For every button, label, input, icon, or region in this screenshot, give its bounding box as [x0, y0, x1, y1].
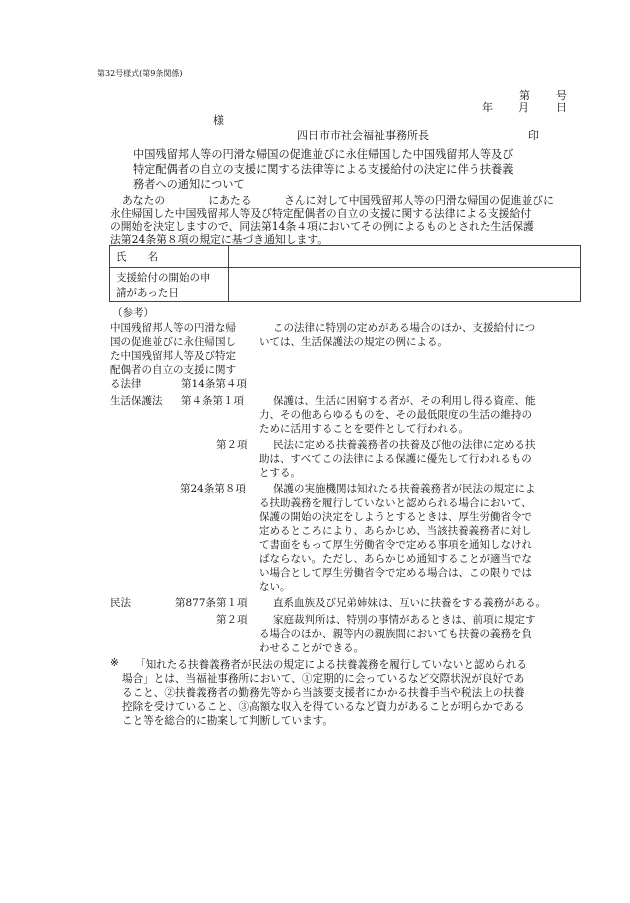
law2-item3-line-6: ばならない。ただし、あらかじめ通知することが適当でな [259, 553, 532, 565]
law2-item3-line-3: 保護の開始の決定をしようとするときは、厚生労働省令で [259, 511, 532, 523]
date-month-label: 月 [518, 101, 529, 114]
law2-item2-line-3: とする。 [259, 467, 301, 479]
law2-item3-line-1: 保護の実施機関は知れたる扶養義務者が民法の規定によ [273, 483, 536, 495]
application-date-label [110, 268, 229, 302]
law2-item3-line-4: 定めるところにより、あらかじめ、当該扶養義務者に対し [259, 525, 532, 537]
application-date-label-line-1: 支援給付の開始の申 [116, 271, 211, 284]
date-day-label: 日 [556, 101, 567, 114]
law1-name-last: る法律 [110, 378, 142, 390]
law3-name: 民法 [110, 597, 131, 609]
law2-item1-line-2: 力、その他あらゆるものを、その最低限度の生活の維持の [259, 409, 532, 421]
law1-article: 第14条第４項 [181, 378, 247, 390]
law3-article-1: 第877条第１項 [175, 597, 248, 609]
law2-article-1: 第４条第１項 [181, 395, 244, 407]
application-date-label-line-2: 請があった日 [116, 286, 179, 299]
law1-text-line-2: いては、生活保護法の規定の例による。 [259, 336, 448, 348]
law1-name-line-4: 配偶者の自立の支援に関す [110, 364, 236, 376]
law2-item2-line-2: 助は、すべてこの法律による保護に優先して行われるもの [259, 453, 532, 465]
law2-item1-line-1: 保護は、生活に困窮する者が、その利用し得る資産、能 [273, 395, 536, 407]
note-line-4: 控除を受けていること、③高額な収入を得ているなど資力があることが明らかである [122, 701, 525, 713]
law2-name: 生活保護法 [110, 395, 163, 407]
law3-article-2: 第２項 [216, 614, 248, 626]
name-label: 氏 名 [110, 246, 229, 268]
law2-article-3: 第24条第８項 [180, 483, 246, 495]
body-line-3: の開始を決定しますので、同法第14条４項においてその例によるものとされた生活保護 [110, 220, 534, 233]
addressee-suffix: 様 [213, 114, 224, 127]
law3-item2-line-2: る場合のほか、親等内の親族間においても扶養の義務を負 [259, 628, 532, 640]
title-line-3: 務者への通知について [133, 178, 245, 191]
body-line-1: あなたの にあたる さんに対して中国残留邦人等の円滑な帰国の促進並びに [122, 194, 554, 207]
note-line-1: 「知れたる扶養義務者が民法の規定による扶養義務を履行していないと認められる [135, 659, 527, 671]
law1-name-line-3: た中国残留邦人等及び特定 [110, 350, 236, 362]
note-mark: ※ [110, 657, 119, 669]
seal-label: 印 [528, 129, 539, 142]
date-year-label: 年 [482, 101, 493, 114]
name-value [229, 246, 581, 268]
title-line-2: 特定配偶者の自立の支援に関する法律等による支援給付の決定に伴う扶養義 [133, 163, 514, 176]
note-line-5: こと等を総合的に勘案して判断しています。 [122, 715, 334, 727]
body-line-2: 永住帰国した中国残留邦人等及び特定配偶者の自立の支援に関する法律による支援給付 [110, 207, 532, 220]
body-line-4: 法第24条第８項の規定に基づき通知します。 [110, 233, 329, 246]
sender-name: 四日市市社会福祉事務所長 [297, 129, 429, 142]
application-date-value [229, 268, 581, 302]
law2-item3-line-7: い場合として厚生労働省令で定める場合は、この限りでは [259, 567, 532, 579]
law3-item1-line-1: 直系血族及び兄弟姉妹は、互いに扶養をする義務がある。 [273, 597, 546, 609]
law2-item1-line-3: ために活用することを要件として行われる。 [259, 423, 469, 435]
law1-name-line-2: 国の促進並びに永住帰国し [110, 336, 236, 348]
title-line-1: 中国残留邦人等の円滑な帰国の促進並びに永住帰国した中国残留邦人等及び [133, 148, 514, 161]
law2-item3-line-8: ない。 [259, 581, 291, 593]
law3-item2-line-1: 家庭裁判所は、特別の事情があるときは、前項に規定す [273, 614, 536, 626]
law1-text-line-1: この法律に特別の定めがある場合のほか、支援給付につ [273, 322, 536, 334]
form-number: 第32号様式(第9条関係) [97, 69, 183, 78]
law2-item2-line-1: 民法に定める扶養義務者の扶養及び他の法律に定める扶 [273, 439, 536, 451]
law1-name-line-1: 中国残留邦人等の円滑な帰 [110, 322, 236, 334]
note-line-2: 場合」とは、当福祉事務所において、①定期的に会っているなど交際状況が良好であ [122, 673, 525, 685]
reference-heading: （参考） [112, 307, 154, 319]
law3-item2-line-3: わせることができる。 [259, 642, 364, 654]
number-label-go: 号 [556, 89, 567, 102]
law2-article-2: 第２項 [216, 439, 248, 451]
law2-item3-line-2: る扶助義務を履行していないと認められる場合において、 [259, 497, 532, 509]
law2-item3-line-5: て書面をもって厚生労働省令で定める事項を通知しなけれ [259, 539, 532, 551]
note-line-3: ること、②扶養義務者の勤務先等から当該要支援者にかかる扶養手当や税法上の扶養 [122, 687, 525, 699]
recipient-info-table [109, 245, 581, 302]
number-label-dai: 第 [519, 89, 530, 102]
